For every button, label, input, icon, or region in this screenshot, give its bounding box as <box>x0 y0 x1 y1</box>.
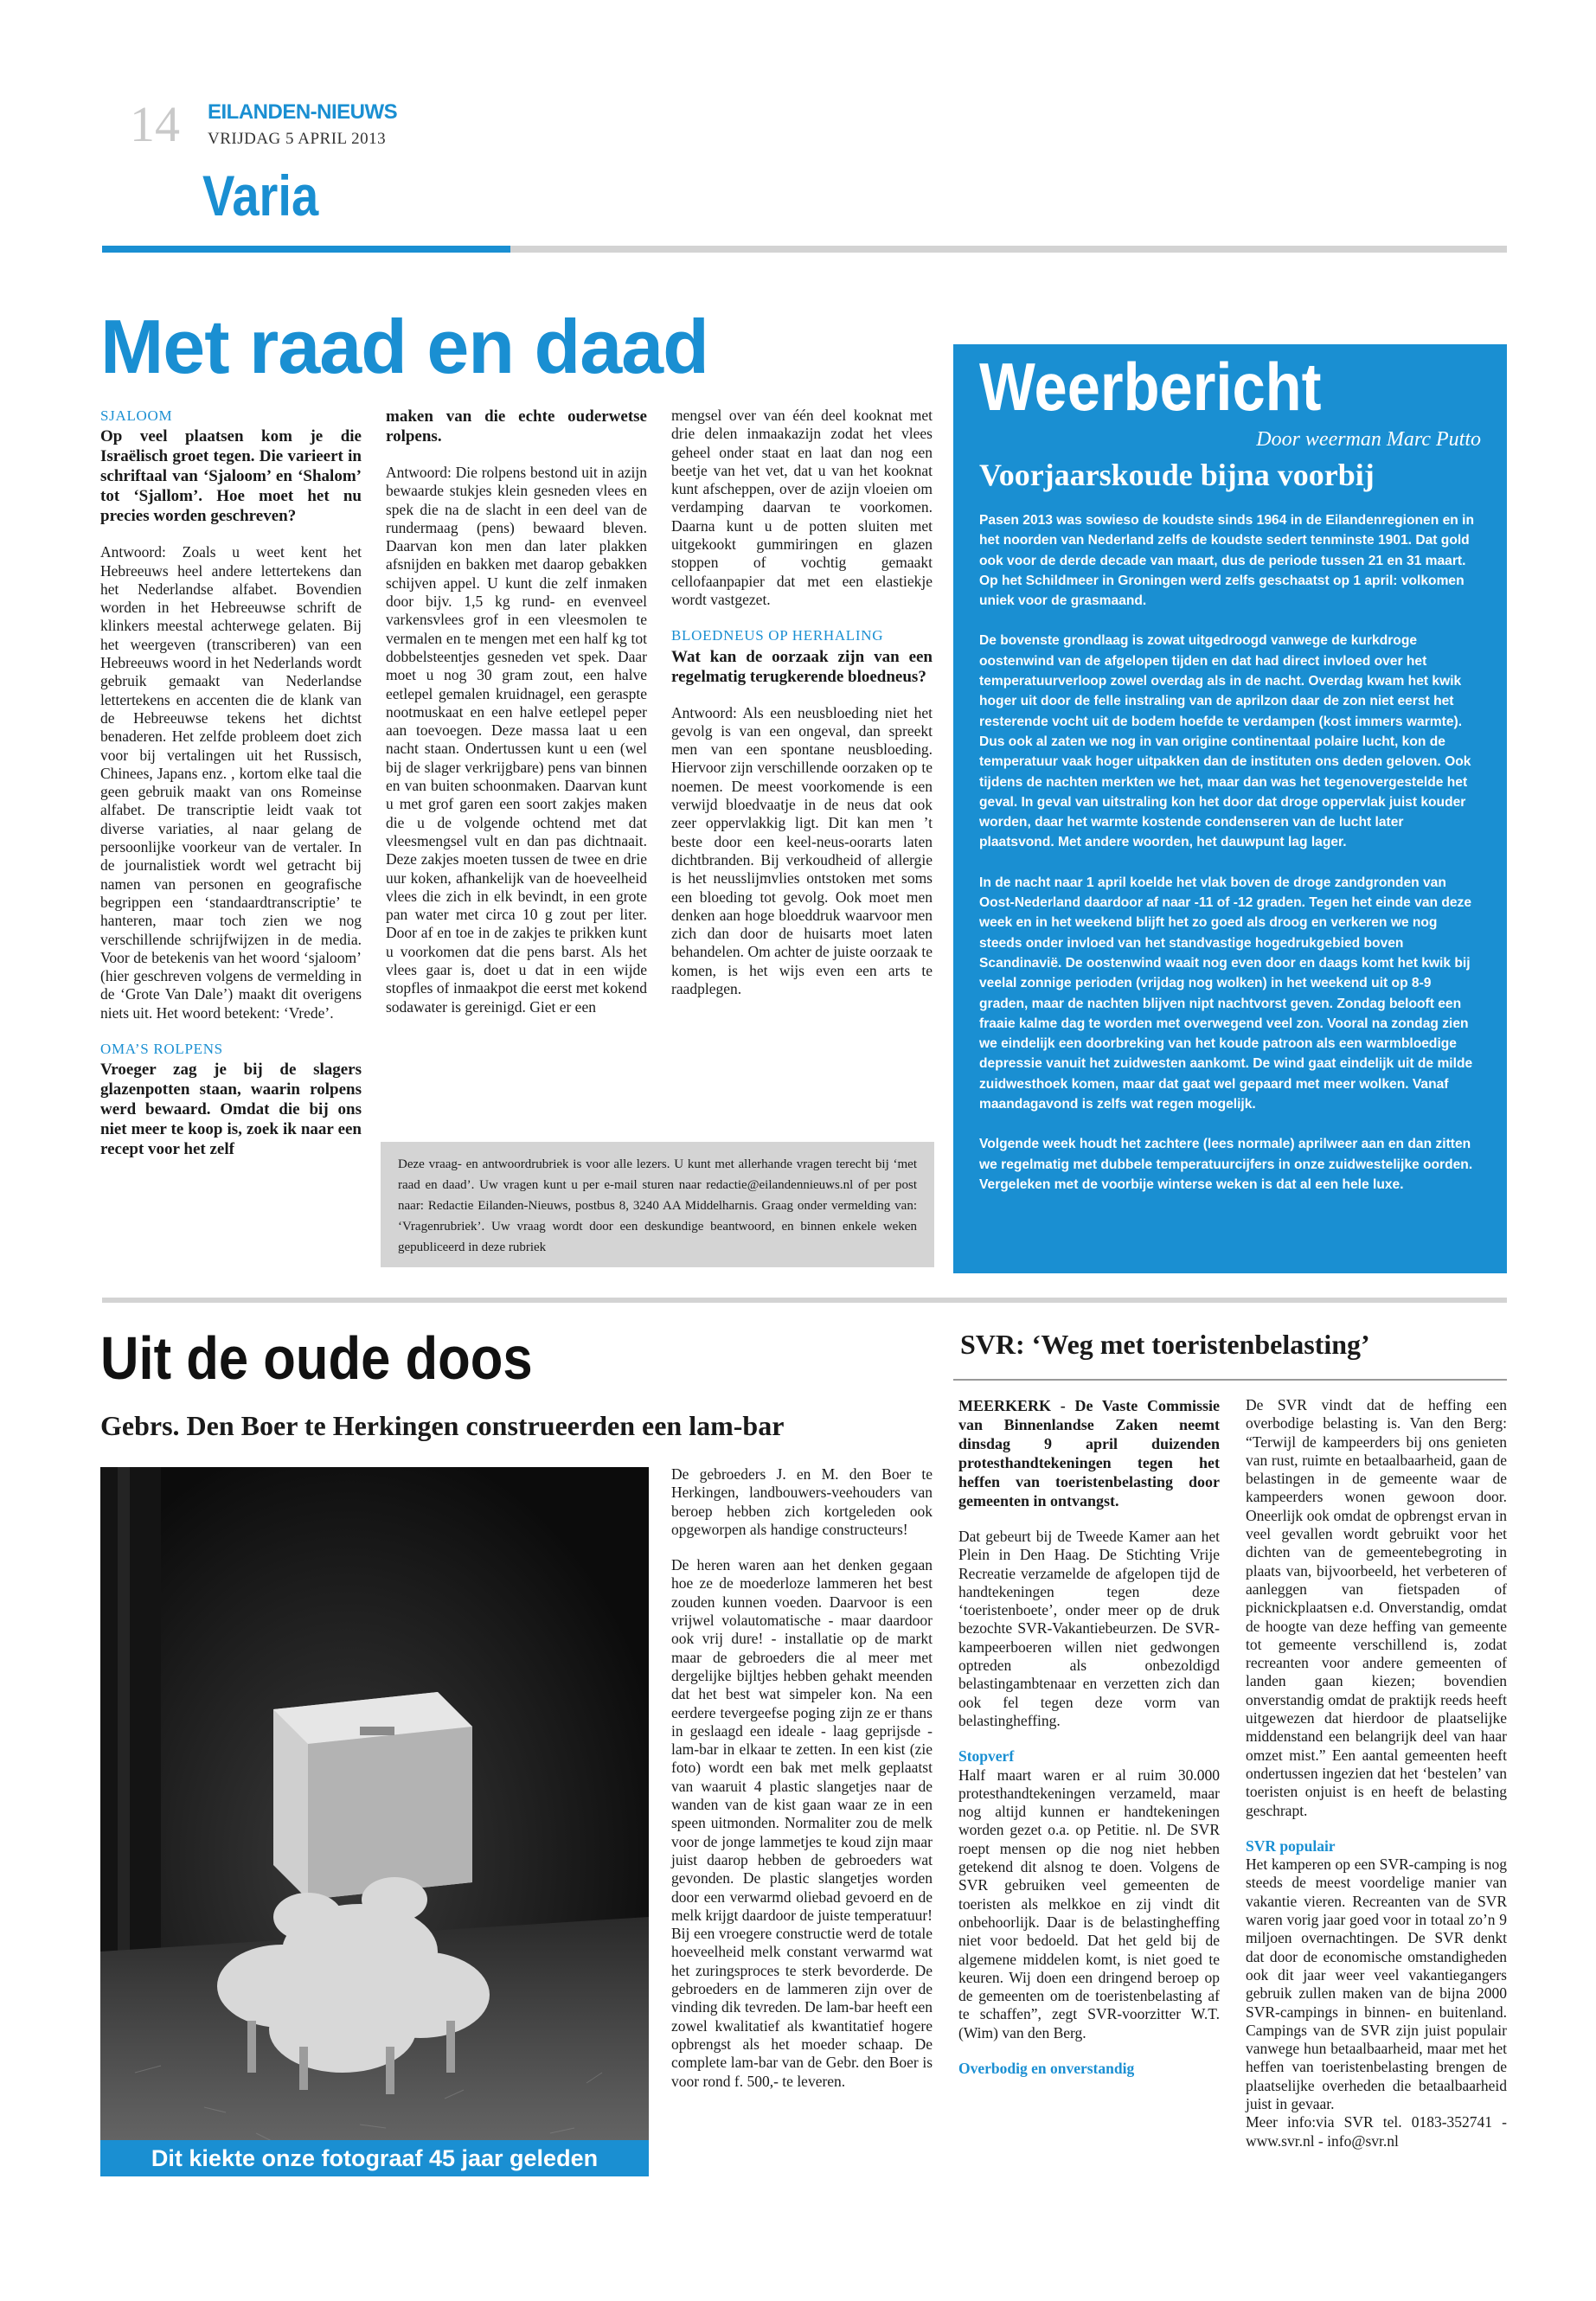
svr-paragraph: Het kamperen op een SVR-camping is nog steeds de meest voordelige manier van vakantie vieren. Recreanten van de SVR waren vorig jaar goed voor in totaal zo’n 9 miljoen overnachtingen. De SVR denkt dat door de economische omstandigheden ook dit jaar weer veel vakantiegangers gebruik zullen maken van de bijna 2000 SVR-campings in binnen- en buitenland. Campings van de SVR zijn juist populair vanwege hun betaalbaarheid, maar met het heffen van toeristenbelasting brengen de plaatselijke overheden die betaalbaarheid juist in gevaar. <box>1246 1856 1507 2112</box>
photo-caption: Dit kiekte onze fotograaf 45 jaar geleden <box>100 2140 649 2176</box>
sjaloom-kicker: SJALOOM <box>100 407 173 424</box>
svr-rule <box>953 1379 1507 1381</box>
lamb-bar-photo <box>100 1467 649 2176</box>
raad-column-1 <box>100 407 362 1176</box>
weather-paragraph: De bovenste grondlaag is zowat uitgedroogd vanwege de kurkdroge oostenwind van de afgelopen tijden en dat had direct invloed over het temperatuurverloop zowel overdag als in de nacht. Overdag kwam het kwik hoger uit door de felle instraling van de aprilzon daar de zon niet eerst het resterende vocht uit de bodem hoefde te verdampen (kost immers warmte). Dus ook al zaten we nog in van origine continentaal polaire lucht, kon de temperatuur vaak hoger uitpakken dan de instituten ons deden geloven. Ook tijdens de nachten merkten we het, maar dan was het tegenovergestelde het geval. In geval van uitstraling kon het door dat droge oppervlak juist kouder worden, daar het warmte kostende condenseren van de lucht later plaatsvond. Met andere woorden, het dauwpunt lag lager. <box>979 633 1471 850</box>
svr-paragraph: Half maart waren er al ruim 30.000 protesthandtekeningen verzameld, maar nog altijd kunnen er handtekeningen worden gezet o.a. op Petitie. nl. De SVR roept mensen op die nog niet hebben getekend dit alsnog te doen. Volgens de SVR gebruiken veel gemeenten de toeristen als melkkoe en zij vindt dit onbehoorlijk. Daar is de belastingheffing niet voor bedoeld. Dat het geld bij de algemene middelen komt, is niet goed te keuren. Wij doen een dringend beroep op de gemeenten om de toeristenbelasting af te schaffen”, zegt SVR-voorzitter W.T. (Wim) van den Berg. <box>958 1766 1220 2041</box>
section-rule <box>510 246 1507 253</box>
weather-paragraph: In de nacht naar 1 april koelde het vlak boven de droge zandgronden van Oost-Nederland daardoor af naar -11 of -12 graden. Tegen het einde van deze week en in het weekend blijft het zo goed als droog en verkeren we nog steeds onder invloed van het standvastige hogedrukgebied boven Scandinavië. De oostenwind waait nog even door en daags komt het kwik bij veelal zonnige perioden (vrijdag nog wolken) in het weekend uit op 8-9 graden, maar de nachten blijven nipt nachtvorst geven. Zondag belooft een fraaie kalme dag te worden met overwegend veel zon. Vooral na zondag zien we eindelijk een doorbreking van het koude patroon als een warmbloedige depressie vanuit het zuidwesten aankomt. De wind gaat eindelijk uit de milde zuidwesthoek komen, maar dat gaat wel gepaard met meer wolken. Vanaf maandagavond is zelfs wat regen mogelijk. <box>979 875 1473 1112</box>
svr-paragraph: Dat gebeurt bij de Tweede Kamer aan het Plein in Den Haag. De Stichting Vrije Recreatie verzamelde de afgelopen tijd de handtekeningen tegen deze ‘toeristenboete’, onder meer op de druk bezochte SVR-Vakantiebeurzen. De SVR-kampeerboeren willen niet gedwongen optreden als onbezoldigd belastingambtenaar en verzetten zich dan ook fel tegen deze vorm van belastingheffing. <box>958 1528 1220 1729</box>
svr-subhead-stopverf: Stopverf <box>958 1747 1015 1766</box>
rolpens-question: Vroeger zag je bij de slagers glazenpotten staan, waarin rolpens werd bewaard. Omdat die bij ons niet meer te koop is, zoek ik naar een recept voor het zelf <box>100 1061 362 1159</box>
sjaloom-question: Op veel plaatsen kom je die Israëlisch groet tegen. Die varieert in schriftaal van ‘Sjaloom’ en ‘Shalom’ tot ‘Sjallom’. Hoe moet het nu precies worden geschreven? <box>100 427 362 526</box>
svr-contact: Meer info:via SVR tel. 0183-352741 - www.svr.nl - info@svr.nl <box>1246 2113 1507 2150</box>
issue-date: VRIJDAG 5 APRIL 2013 <box>208 130 387 148</box>
section-rule-accent <box>102 246 510 253</box>
paper-logo: EILANDEN-NIEUWS <box>208 100 398 124</box>
rolpens-answer-cont: mengsel over van één deel kooknat met drie delen inmaakazijn zodat het vlees geheel onder staat en laat dan nog een beetje van het vet, dat u van het kooknat kunt afscheppen, over de azijn vloeien om verdamping daarvan te voorkomen. Daarna kunt u de potten sluiten met uitgekookt gummiringen en glazen stoppen of vochtig gemaakt cellofaanpapier dat met een elastiekje wordt vastgezet. <box>671 407 933 608</box>
weather-subtitle: Voorjaarskoude bijna voorbij <box>979 458 1375 492</box>
weather-paragraph: Pasen 2013 was sowieso de koudste sinds 1964 in de Eilandenregionen en in het noorden van Nederland zelfs de koudste sedert tenminste 1901. Dat gold ook voor de derde decade van maart, dus de periode tussen 21 en 31 maart. Op het Schildmeer in Groningen werd zelfs geschaatst op 1 april: volkomen uniek voor de grasmaand. <box>979 513 1474 609</box>
raad-column-3 <box>671 407 933 1016</box>
rolpens-kicker: OMA’S ROLPENS <box>100 1041 223 1058</box>
weather-byline: Door weerman Marc Putto <box>1256 428 1481 451</box>
svr-paragraph: De SVR vindt dat de heffing een overbodige belasting is. Van den Berg: “Terwijl de kampeerders bij ons genieten van rust, ruimte en betaalbaarheid, gaan de belastingen in de gemeente waar de kampeerders wonen gewoon door. Oneerlijk ook omdat de opbrengst ervan in veel gevallen wordt gebruikt voor het dichten van de gemeentebegroting in plaats van, bijvoorbeeld, het verbeteren of aanleggen van fietspaden of picknickplaatsen e.d. Onverstandig, omdat de hoogte van deze heffing van gemeente tot gemeente verschillend is, zodat recreanten voor andere gemeenten of landen gaan kiezen; bovendien onverstandig omdat de praktijk reeds heeft uitgewezen dat hierdoor de plaatselijke middenstand een belangrijk deel van haar omzet mist.” Een aantal gemeenten heeft ondertussen ingezien dat het ‘bestelen’ van toeristen onjuist is en heeft de belasting geschrapt. <box>1246 1396 1507 1819</box>
bloedneus-answer: Antwoord: Als een neusbloeding niet het gevolg is van een ongeval, dan spreekt men van een spontane neusbloeding. Hiervoor zijn verschillende oorzaken op te noemen. De meest voorkomende is een verwijd bloedvaatje in de neus dat ook zeer oppervlakkig ligt. Dit kan men ’t beste door een keel-neus-oorarts laten dichtbranden. Bij verkoudheid of allergie is het neusslijmvlies ontstoken met soms een bloeding tot gevolg. Ook moet men denken aan hoge bloeddruk waarvoor men zich dan door de huisarts moet laten behandelen. Om achter de juiste oorzaak te komen, is het wijs even een arts te raadplegen. <box>671 703 933 998</box>
doos-paragraph: De gebroeders J. en M. den Boer te Herkingen, landbouwers-veehouders van beroep hebben zich kortgeleden ook opgeworpen als handige constructeurs! <box>671 1465 933 1538</box>
doos-subheadline: Gebrs. Den Boer te Herkingen construeerden een lam-bar <box>100 1410 785 1441</box>
rolpens-answer: Antwoord: Die rolpens bestond uit in azijn bewaarde stukjes klein gesneden vlees en spek die na de slacht in een deel van de rundermaag (pens) bewaard bleven. Daarvan kon men dan later plakken afsnijden en bakken met daarop gebakken schijven appel. U kunt die zelf inmaken door bijv. 1,5 kg rund- en evenveel varkensvlees grof in een vleesmolen te vermalen en te mengen met een half kg tot dobbelsteentjes gesneden vet spek. Daar moet u nog 30 gram zout, een halve eetlepel gemalen kruidnagel, een geraspte nootmuskaat en een halve eetlepel peper aan toevoegen. Deze massa laat u een nacht staan. Ondertussen kunt u een (wel bij de slager verkrijgbare) pens van binnen en van buiten schoonmaken. Daarvan kunt u met grof garen een soort zakjes maken die u de volgende ochtend met dat vleesmengsel vult en dan pas dichtnaait. Deze zakjes moeten tussen de twee en drie uur koken, afhankelijk van de hoeveelheid vlees die zich in elk bevindt, in een grote pan water met circa 10 g zout per liter. Door af en toe in de zakjes te prikken kunt u voorkomen dat die pens barst. Als het vlees gaar is, doet u dat in een wijde stopfles of inmaakpot die eerst met kokend sodawater is gereinigd. Giet er een <box>386 464 647 1016</box>
rolpens-question-cont: maken van die echte ouderwetse rolpens. <box>386 407 647 445</box>
divider-rule <box>102 1298 1507 1303</box>
bloedneus-question: Wat kan de oorzaak zijn van een regelmatig terugkerende bloedneus? <box>671 647 933 686</box>
doos-paragraph: De heren waren aan het denken gegaan hoe ze de moederloze lammeren het best zouden kunnen voeden. Daarvoor is een vrijwel volautomatische - maar daardoor ook vrij dure! - installatie op de markt maar de gebroeders die al meer met dergelijke bijltjes hebben gehakt meenden dat het best wat simpeler kon. Na een eerdere tevergeefse poging zijn ze er thans in geslaagd een ideale - laag geprijsde - lam-bar in elkaar te zetten. In een kist (zie foto) wordt een bak met melk geplaatst van waaruit 4 plastic slangetjes naar de wanden van de kist gaan waar ze in een speen uitmonden. Normaliter zou de melk voor de jonge lammetjes te koud zijn maar juist daarop hebben de gebroeders wat gevonden. De plastic slangetjes worden door een verwarmd oliebad gevoerd en de melk krijgt daardoor de juiste temperatuur! Bij een vroegere constructie werd de totale hoeveelheid melk constant verwarmd wat het zuringsproces te sterk bevorderde. De gebroeders en de lammeren zijn over de vinding dik tevreden. De lam-bar heeft een zowel kwalitatief als kwantitatief hogere opbrengst als het moeder schaap. De complete lam-bar van de Gebr. den Boer is voor rond f. 500,- te leveren. <box>671 1556 933 2090</box>
rubriek-info-box: Deze vraag- en antwoordrubriek is voor alle lezers. U kunt met allerhande vragen terecht bij ‘met raad en daad’. Uw vragen kunt u per e-mail sturen naar redactie@eilandennieuws.nl of per post naar: Redactie Eilanden-Nieuws, postbus 8, 3240 AA Middelharnis. Graag onder vermelding van: ‘Vragenrubriek’. Uw vraag wordt door een deskundige beantwoord, en binnen enkele weken gepubliceerd in deze rubriek <box>381 1142 934 1267</box>
weather-title: Weerbericht <box>979 349 1322 425</box>
raad-column-2 <box>386 407 647 1034</box>
photo-illustration <box>100 1467 649 2176</box>
bloedneus-kicker: BLOEDNEUS OP HERHALING <box>671 627 884 644</box>
raad-headline: Met raad en daad <box>100 304 708 389</box>
svr-subhead-overbodig: Overbodig en onverstandig <box>958 2060 1135 2078</box>
section-title: Varia <box>202 163 319 228</box>
weather-paragraph: Volgende week houdt het zachtere (lees normale) aprilweer aan en dan zitten we regelmatig met dubbele temperatuurcijfers in onze zuidwestelijke oorden. Vergeleken met de voorbije winterse weken is dat al een hele luxe. <box>979 1137 1473 1192</box>
svr-subhead-populair: SVR populair <box>1246 1836 1336 1855</box>
svr-column-1 <box>958 1396 1220 2078</box>
weather-box <box>953 344 1507 1273</box>
svr-headline: SVR: ‘Weg met toeristenbelasting’ <box>960 1329 1370 1360</box>
svr-lead: MEERKERK - De Vaste Commissie van Binnenlandse Zaken neemt dinsdag 9 april duizenden protesthandtekeningen tegen het heffen van toeristenbelasting door gemeenten in ontvangst. <box>958 1397 1220 1509</box>
sjaloom-answer: Antwoord: Zoals u weet kent het Hebreeuws heel andere lettertekens dan het Nederlandse alfabet. Bovendien worden in het Hebreeuwse schrift de klinkers meestal achterwege gelaten. Bij het weergeven (transcriberen) van een Hebreeuws woord in het Nederlands wordt gebruik gemaakt van Nederlandse lettertekens en accenten die de klank van de Hebreeuwse tekens het dichtst benaderen. Het zelfde probleem doet zich voor bij vertalingen uit het Russisch, Chinees, Japans enz. , kortom elke taal die geen gebruik maakt van ons Romeinse alfabet. De transcriptie leidt vaak tot diverse variaties, al naar gelang de persoonlijke voorkeur van de vertaler. In de journalistiek wordt wel getracht bij namen van personen en geografische begrippen een ‘standaardtranscriptie’ te hanteren, maar toch zien we nog verschillende schrijfwijzen in de media. Voor de betekenis van het woord ‘sjaloom’ (hier geschreven volgens de vermelding in de ‘Grote Van Dale’) maakt dit overigens niets uit. Het woord betekent: ‘Vrede’. <box>100 543 362 1022</box>
doos-headline: Uit de oude doos <box>100 1324 533 1392</box>
doos-article <box>671 1465 933 2108</box>
svr-column-2 <box>1246 1396 1507 2168</box>
page-number: 14 <box>130 96 180 152</box>
